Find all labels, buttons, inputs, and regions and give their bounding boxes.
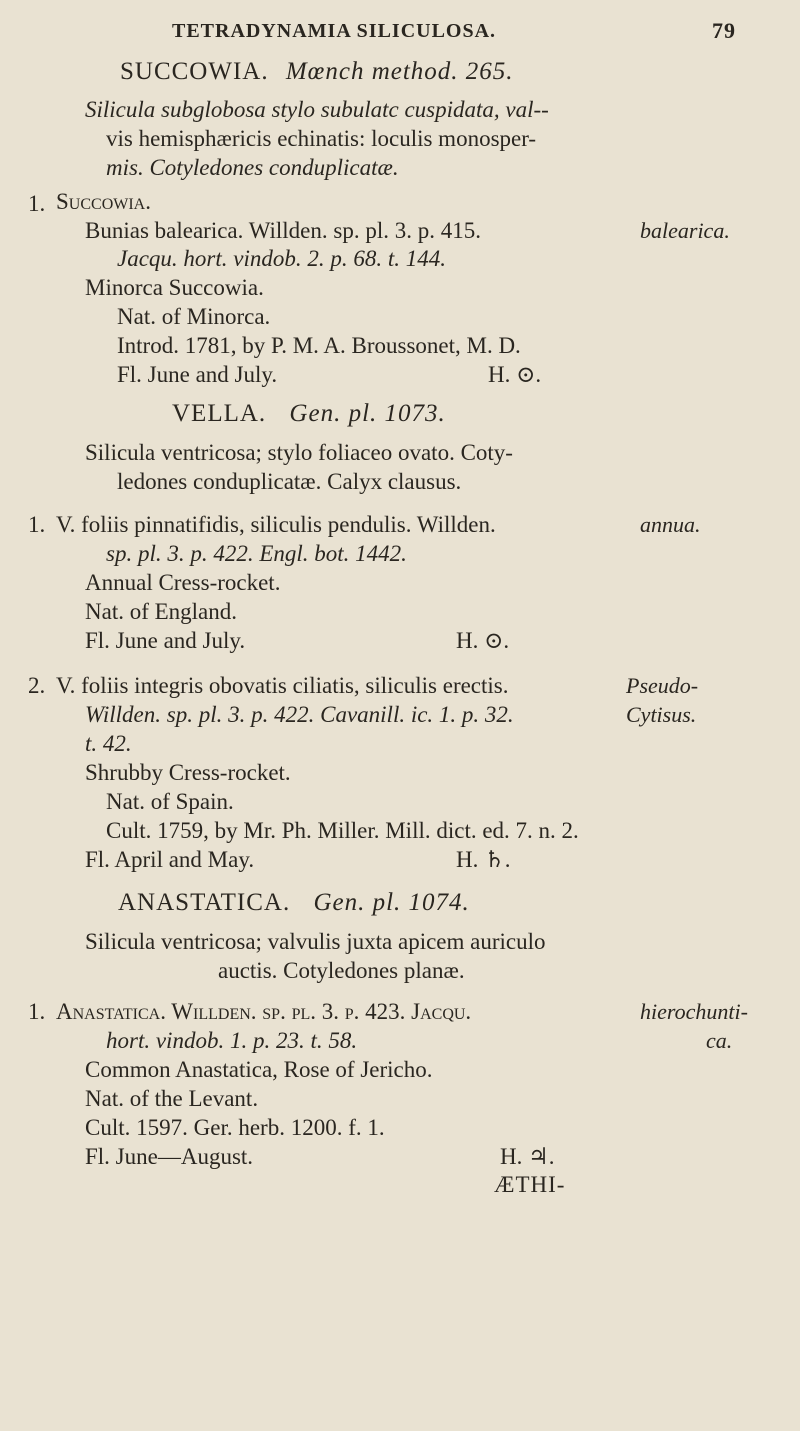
genus-name: ANASTATICA. [118,889,291,916]
genus-heading-vella [172,400,446,428]
trivial-name: Cytisus. [626,702,697,727]
catchword: ÆTHI- [494,1172,566,1197]
species-reference: t. 42. [85,731,132,756]
species-number: 2. [28,673,46,698]
genus-description-line: mis. Cotyledones conduplicatæ. [106,155,399,180]
habit-symbol: H. ⊙. [488,362,542,387]
habit-symbol: H. ⊙. [456,628,510,653]
common-name: Shrubby Cress-rocket. [85,760,291,785]
species-reference: Willden. sp. pl. 3. p. 422. Cavanill. ic. 1. p. 32. [85,702,514,727]
species-reference: sp. pl. 3. p. 422. Engl. bot. 1442. [106,541,407,566]
species-reference: hort. vindob. 1. p. 23. t. 58. [106,1028,358,1053]
genus-reference: Gen. pl. 1074. [313,889,470,916]
genus-reference: Mœnch method. 265. [285,58,514,85]
species-number: 1. [28,512,46,537]
genus-name: SUCCOWIA. [120,58,269,85]
genus-reference: Gen. pl. 1073. [289,400,446,427]
species-reference [56,999,471,1025]
genus-description-line: Silicula ventricosa; valvulis juxta apicem auriculo [85,929,546,954]
genus-heading-succowia [120,58,514,86]
introduction-note: Introd. 1781, by P. M. A. Broussonet, M. D. [117,333,521,358]
genus-description-line [85,97,549,123]
common-name: Common Anastatica, Rose of Jericho. [85,1057,433,1082]
genus-heading-anastatica [118,889,470,917]
genus-name: VELLA. [172,400,267,427]
page-number: 79 [712,18,736,43]
species-reference: Jacqu. hort. vindob. 2. p. 68. t. 144. [117,246,446,271]
genus-description-line: vis hemisphæricis echinatis: loculis monosper- [106,126,537,151]
common-name: Minorca Succowia. [85,275,264,300]
native-region: Nat. of Minorca. [117,304,271,329]
genus-description-line: Silicula ventricosa; stylo foliaceo ovato. Coty- [85,440,513,465]
trivial-name: balearica. [640,218,730,243]
description-text: Silicula subglobosa stylo subulatc cuspidata, val-- [85,97,549,122]
habit-symbol: H. ♃. [500,1144,555,1169]
species-diagnosis: V. foliis pinnatifidis, siliculis pendulis. Willden. [56,512,496,537]
species-name: Succowia. [56,189,151,214]
flowering-time: Fl. April and May. [85,847,255,872]
common-name: Annual Cress-rocket. [85,570,281,595]
species-number: 1. [28,191,46,216]
trivial-name: annua. [640,512,701,537]
cultivation-note: Cult. 1597. Ger. herb. 1200. f. 1. [85,1115,385,1140]
genus-description-line: ledones conduplicatæ. Calyx clausus. [117,469,462,494]
species-reference: Bunias balearica. Willden. sp. pl. 3. p. 415. [85,218,481,243]
running-title: TETRADYNAMIA SILICULOSA. [172,20,497,42]
flowering-time: Fl. June—August. [85,1144,254,1169]
native-region: Nat. of Spain. [106,789,234,814]
species-diagnosis: V. foliis integris obovatis ciliatis, siliculis erectis. [56,673,509,698]
habit-symbol: H. ♄. [456,847,511,872]
genus-description-line: auctis. Cotyledones planæ. [218,958,465,983]
trivial-name: ca. [706,1028,733,1053]
native-region: Nat. of England. [85,599,238,624]
species-name-and-reference: Anastatica. Willden. sp. pl. 3. p. 423. Jacqu. [56,999,472,1024]
trivial-name: hierochunti- [640,999,748,1024]
species-number: 1. [28,999,46,1024]
native-region: Nat. of the Levant. [85,1086,259,1111]
cultivation-note: Cult. 1759, by Mr. Ph. Miller. Mill. dict. ed. 7. n. 2. [106,818,579,843]
flowering-time: Fl. June and July. [117,362,278,387]
flowering-time: Fl. June and July. [85,628,246,653]
trivial-name: Pseudo- [626,673,699,698]
